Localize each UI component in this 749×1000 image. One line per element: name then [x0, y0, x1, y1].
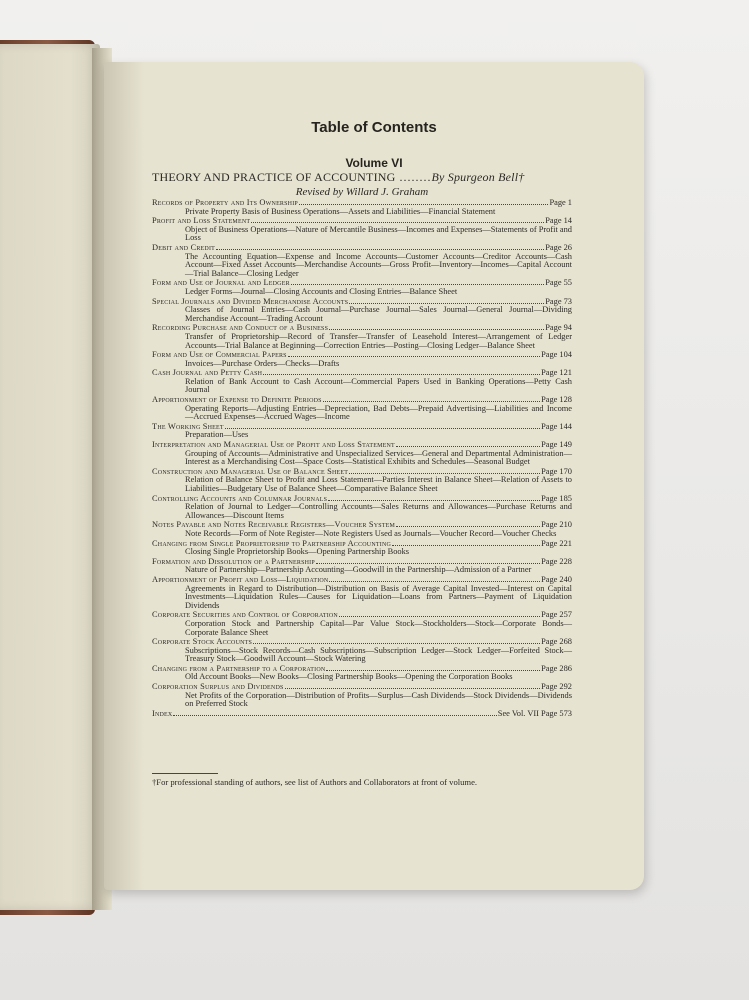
toc-entry-title: Notes Payable and Notes Receivable Registers—Voucher System [152, 520, 396, 530]
footnote: †For professional standing of authors, see list of Authors and Collaborators at front of volume. [152, 777, 478, 787]
footnote-rule [152, 773, 218, 774]
toc-entry [152, 395, 572, 422]
toc-entry-page: Page 210 [541, 520, 572, 530]
toc-entry-description: Object of Business Operations—Nature of Mercantile Business—Incomes and Expenses—Statements of Profit and Loss [185, 224, 572, 243]
leader-dots [329, 575, 540, 582]
toc-entry-page: Page 73 [545, 296, 572, 306]
toc-entry [152, 709, 572, 719]
toc-entry [152, 467, 572, 494]
toc-entry-description: Invoices—Purchase Orders—Checks—Drafts [185, 358, 340, 368]
leader-dots [225, 422, 540, 429]
toc-entry-description: Classes of Journal Entries—Cash Journal—Purchase Journal—Sales Journal—General Journal—Dividing Merchandise Account—Trading Account [185, 305, 572, 323]
toc-entry [152, 575, 572, 610]
toc-entry-title: Cash Journal and Petty Cash [152, 368, 263, 378]
leader-dots [285, 682, 541, 689]
toc-entry-title: Corporate Stock Accounts [152, 637, 253, 647]
page-shadow [104, 62, 144, 890]
toc-entry-title: Records of Property and Its Ownership [152, 198, 298, 207]
toc-entry-page: Page 268 [541, 637, 572, 647]
toc-entry [152, 368, 572, 395]
toc-entry-title: Recording Purchase and Conduct of a Business [152, 323, 329, 333]
toc-entry-description: Preparation—Uses [185, 430, 249, 440]
toc-entry-description: Relation of Bank Account to Cash Account—Commercial Papers Used in Banking Operations—Petty Cash Journal [185, 376, 572, 395]
leader-dots [349, 297, 544, 304]
toc-entry-title: Form and Use of Journal and Ledger [152, 278, 290, 288]
toc-entry-title: Changing from Single Proprietorship to Partnership Accounting [152, 538, 392, 548]
leader-dots [328, 494, 540, 501]
toc-entry-page: See Vol. VII Page 573 [497, 708, 572, 718]
leader-dots [263, 368, 540, 375]
toc-entry-page: Page 1 [549, 198, 572, 207]
toc-entry [152, 494, 572, 521]
toc-entry-page: Page 55 [545, 278, 572, 288]
volume-heading: Volume VI [345, 156, 403, 170]
toc-entry [152, 216, 572, 243]
toc-entry-description: Closing Single Proprietorship Books—Opening Partnership Books [185, 547, 410, 557]
toc-entry-title: Apportionment of Expense to Definite Periods [152, 395, 322, 405]
toc-entry-title: Corporation Surplus and Dividends [152, 682, 284, 692]
leader-dots [349, 467, 540, 474]
toc-entry-description: Nature of Partnership—Partnership Accounting—Goodwill in the Partnership—Admission of a Partner [185, 565, 532, 575]
toc-entry-page: Page 221 [541, 538, 572, 548]
toc-entry-description: Operating Reports—Adjusting Entries—Depreciation, Bad Debts—Prepaid Advertising—Liabilities and Income—Accrued Expenses—Accrued Wages—Income [185, 403, 572, 422]
toc-entry-page: Page 240 [541, 574, 572, 584]
toc-entry [152, 682, 572, 709]
toc-entry-description: Transfer of Proprietorship—Record of Transfer—Transfer of Leasehold Interest—Arrangement of Ledger Accounts—Trial Balance at Beginning—Correction Entries—Posting—Closing Ledger—Balance Sheet [185, 331, 572, 350]
leader-dots [173, 709, 496, 716]
toc-entry-page: Page 292 [541, 682, 572, 692]
book-author: By Spurgeon Bell† [431, 170, 525, 184]
leader-dots [253, 637, 540, 644]
toc-entry [152, 610, 572, 637]
leader-dots [251, 216, 544, 223]
toc-entry-description: Ledger Forms—Journal—Closing Accounts and Closing Entries—Balance Sheet [185, 286, 458, 296]
toc-entry-page: Page 286 [541, 663, 572, 673]
toc-entry-description: Corporation Stock and Partnership Capital—Par Value Stock—Stockholders—Stock—Corporate Bonds—Corporate Balance Sheet [185, 618, 572, 637]
toc-entry-title: Formation and Dissolution of a Partnership [152, 556, 315, 566]
toc-entry-description: The Accounting Equation—Expense and Income Accounts—Customer Accounts—Creditor Accounts—Cash Account—Fixed Asset Accounts—Merchandise Accounts—Gross Profit—Inventory—Incomes—Capital Account—Trial Balance—Closing Ledger [185, 251, 572, 278]
toc-entry [152, 520, 572, 538]
toc-entry-page: Page 121 [541, 368, 572, 378]
toc-entry-description: Agreements in Regard to Distribution—Distribution on Basis of Average Capital Invested—Interest on Capital Investments—Liquidation Rules—Causes for Liquidation—Loans from Partners—Payment of Liquidation Dividends [185, 583, 572, 610]
reviser-line: Revised by Willard J. Graham [295, 186, 429, 198]
toc-entry-title: Construction and Managerial Use of Balance Sheet [152, 466, 349, 476]
toc-entry-title: Profit and Loss Statement [152, 216, 251, 226]
toc-entry-page: Page 144 [541, 421, 572, 431]
toc-entry-page: Page 257 [541, 610, 572, 620]
toc-entry-page: Page 185 [541, 493, 572, 503]
toc-entry [152, 557, 572, 575]
title-leader-dots: ........ [395, 170, 432, 184]
toc-entry-description: Net Profits of the Corporation—Distribution of Profits—Surplus—Cash Dividends—Stock Dividends—Dividends on Preferred Stock [185, 690, 572, 709]
leader-dots [291, 278, 544, 285]
toc-entry [152, 297, 572, 324]
toc-entry-title: Changing from a Partnership to a Corporation [152, 663, 326, 673]
toc-entry-description: Subscriptions—Stock Records—Cash Subscriptions—Subscription Ledger—Stock Ledger—Forfeited Stock—Treasury Stock—Goodwill Account—Stock Watering [185, 645, 572, 664]
leader-dots [396, 520, 540, 527]
toc-entry-title: The Working Sheet [152, 421, 224, 431]
toc-entry [152, 323, 572, 350]
toc-entry-page: Page 104 [541, 350, 572, 360]
toc-entry [152, 278, 572, 296]
leader-dots [316, 557, 540, 564]
leader-dots [396, 440, 540, 447]
toc-entry-page: Page 128 [541, 395, 572, 405]
toc-entry-title: Controlling Accounts and Columnar Journals [152, 493, 328, 503]
right-page [104, 62, 644, 890]
toc-entry-title: Apportionment of Profit and Loss—Liquidation [152, 574, 329, 584]
toc-list [152, 198, 572, 718]
page-title: Table of Contents [311, 119, 437, 136]
leader-dots [323, 395, 540, 402]
left-page [0, 44, 100, 910]
leader-dots [392, 539, 540, 546]
toc-entry [152, 198, 572, 216]
toc-entry-description: Relation of Balance Sheet to Profit and Loss Statement—Parties Interest in Balance Sheet—Relation of Assets to Liabilities—Budgetary Use of Balance Sheet—Comparative Balance Sheet [185, 475, 572, 493]
toc-entry-title: Interpretation and Managerial Use of Profit and Loss Statement [152, 440, 395, 450]
toc-entry-description: Note Records—Form of Note Register—Note Registers Used as Journals—Voucher Record—Voucher Checks [185, 528, 557, 538]
toc-entry [152, 539, 572, 557]
toc-entry-page: Page 26 [545, 242, 572, 252]
toc-entry-description: Old Account Books—New Books—Closing Partnership Books—Opening the Corporation Books [185, 672, 513, 682]
toc-entry-page: Page 149 [541, 440, 572, 450]
leader-dots [288, 350, 540, 357]
toc-entry-page: Page 14 [545, 216, 572, 226]
toc-entry [152, 440, 572, 467]
toc-entry [152, 422, 572, 440]
leader-dots [299, 198, 549, 205]
toc-entry [152, 350, 572, 368]
leader-dots [339, 610, 540, 617]
toc-entry-title: Debit and Credit [152, 242, 216, 252]
leader-dots [326, 664, 540, 671]
toc-entry-description: Relation of Journal to Ledger—Controlling Accounts—Sales Returns and Allowances—Purchase Returns and Allowances—Discount Items [185, 502, 572, 520]
toc-entry-page: Page 94 [545, 323, 572, 333]
toc-entry [152, 637, 572, 664]
toc-entry-title: Special Journals and Divided Merchandise Accounts [152, 296, 349, 306]
toc-entry-page: Page 170 [541, 466, 572, 476]
toc-entry-description: Grouping of Accounts—Administrative and Unspecialized Services—General and Departmental Administration—Interest as a Merchandising Cost—Space Costs—Statistical Exhibits and Schedules—Seasonal Budget [185, 448, 572, 467]
book-title: THEORY AND PRACTICE OF ACCOUNTING [152, 170, 396, 184]
toc-entry [152, 243, 572, 278]
toc-entry-description: Private Property Basis of Business Operations—Assets and Liabilities—Financial Statement [185, 206, 496, 216]
book-title-line [152, 170, 572, 185]
toc-entry-line [152, 709, 572, 719]
toc-entry-title: Corporate Securities and Control of Corporation [152, 610, 338, 620]
toc-entry-title: Form and Use of Commercial Papers [152, 350, 287, 360]
leader-dots [329, 323, 544, 330]
toc-entry-page: Page 228 [541, 556, 572, 566]
toc-entry-title: Index [152, 708, 173, 718]
leader-dots [216, 243, 544, 250]
toc-entry [152, 664, 572, 682]
